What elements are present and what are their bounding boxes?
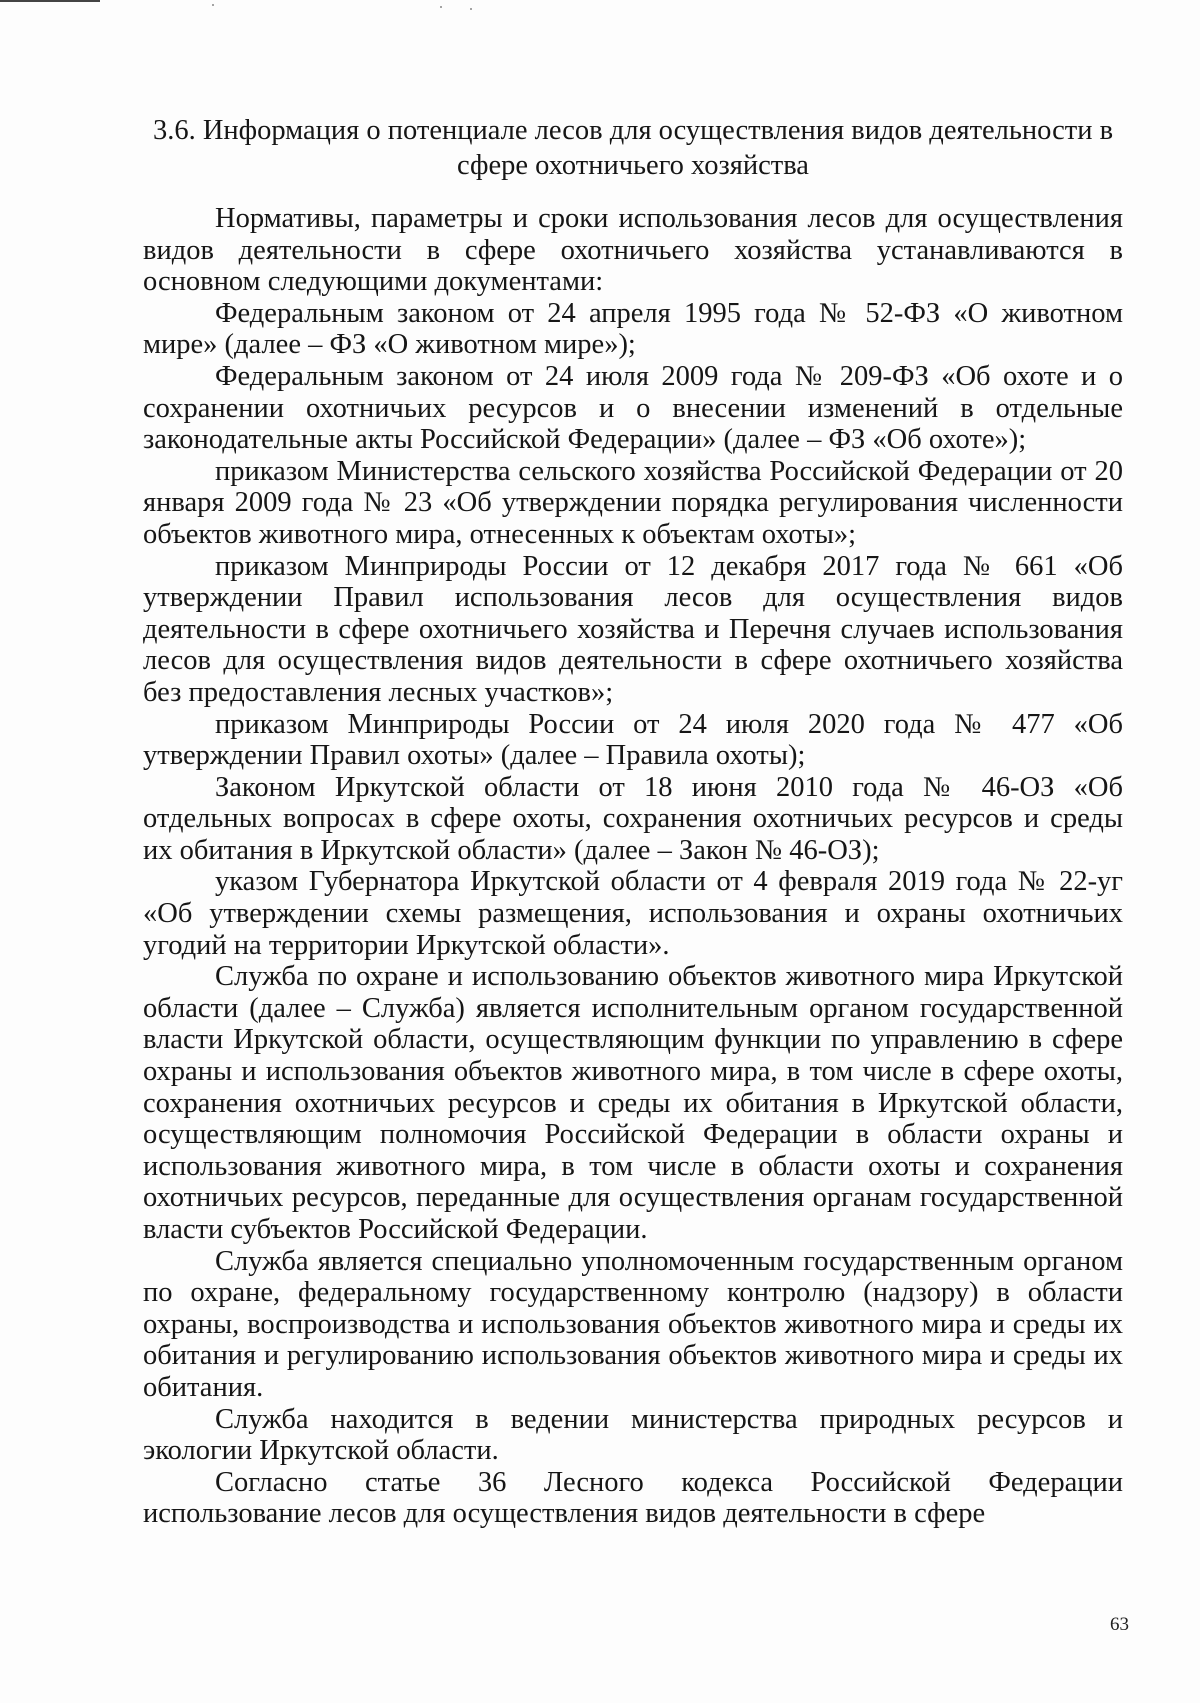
paragraph: Федеральным законом от 24 июля 2009 года № 209-ФЗ «Об охоте и о сохранении охотничьих ресурсов и о внесении изменений в отдельные законодательные акты Российской Федерации» (далее – ФЗ «Об охоте»); bbox=[143, 360, 1123, 456]
scan-speck bbox=[212, 4, 214, 6]
paragraph: приказом Министерства сельского хозяйства Российской Федерации от 20 января 2009 года № 23 «Об утверждении порядка регулирования численности объектов животного мира, отнесенных к объектам охоты»; bbox=[143, 455, 1123, 550]
page-number: 63 bbox=[1110, 1614, 1129, 1635]
scan-edge-line bbox=[0, 0, 100, 2]
paragraph: Согласно статье 36 Лесного кодекса Российской Федерации использование лесов для осуществления видов деятельности в сфере bbox=[143, 1466, 1123, 1530]
paragraph: Служба находится в ведении министерства природных ресурсов и экологии Иркутской области. bbox=[143, 1403, 1123, 1467]
paragraph: Федеральным законом от 24 апреля 1995 года № 52-ФЗ «О животном мире» (далее – ФЗ «О животном мире»); bbox=[143, 297, 1123, 361]
section-heading: 3.6. Информация о потенциале лесов для осуществления видов деятельности в сфере охотничьего хозяйства bbox=[152, 115, 1114, 181]
paragraph: Законом Иркутской области от 18 июня 2010 года № 46-ОЗ «Об отдельных вопросах в сфере охоты, сохранения охотничьих ресурсов и среды их обитания в Иркутской области» (далее – Закон № 46-ОЗ); bbox=[143, 771, 1123, 866]
paragraph: указом Губернатора Иркутской области от 4 февраля 2019 года № 22-уг «Об утверждении схемы размещения, использования и охраны охотничьих угодий на территории Иркутской области». bbox=[143, 866, 1123, 961]
paragraph: приказом Минприроды России от 24 июля 2020 года № 477 «Об утверждении Правил охоты» (далее – Правила охоты); bbox=[143, 708, 1123, 772]
document-body bbox=[143, 113, 1123, 1530]
paragraph: приказом Минприроды России от 12 декабря 2017 года № 661 «Об утверждении Правил использования лесов для осуществления видов деятельности в сфере охотничьего хозяйства и Перечня случаев использования лесов для осуществления видов деятельности в сфере охотничьего хозяйства без предоставления лесных участков»; bbox=[143, 550, 1123, 708]
scan-speck bbox=[470, 8, 472, 10]
paragraph: Служба является специально уполномоченным государственным органом по охране, федеральному государственному контролю (надзору) в области охраны, воспроизводства и использования объектов животного мира и среды их обитания и регулированию использования объектов животного мира и среды их обитания. bbox=[143, 1245, 1123, 1403]
paragraph: Служба по охране и использованию объектов животного мира Иркутской области (далее – Служба) является исполнительным органом государственной власти Иркутской области, осуществляющим функции по управлению в сфере охраны и использования объектов животного мира, в том числе в сфере охоты, сохранения охотничьих ресурсов и среды их обитания в Иркутской области, осуществляющим полномочия Российской Федерации в области охраны и использования животного мира, в том числе в области охоты и сохранения охотничьих ресурсов, переданные для осуществления органам государственной власти субъектов Российской Федерации. bbox=[143, 961, 1123, 1245]
paragraph: Нормативы, параметры и сроки использования лесов для осуществления видов деятельности в сфере охотничьего хозяйства устанавливаются в основном следующими документами: bbox=[143, 203, 1123, 298]
scan-speck bbox=[440, 6, 442, 8]
